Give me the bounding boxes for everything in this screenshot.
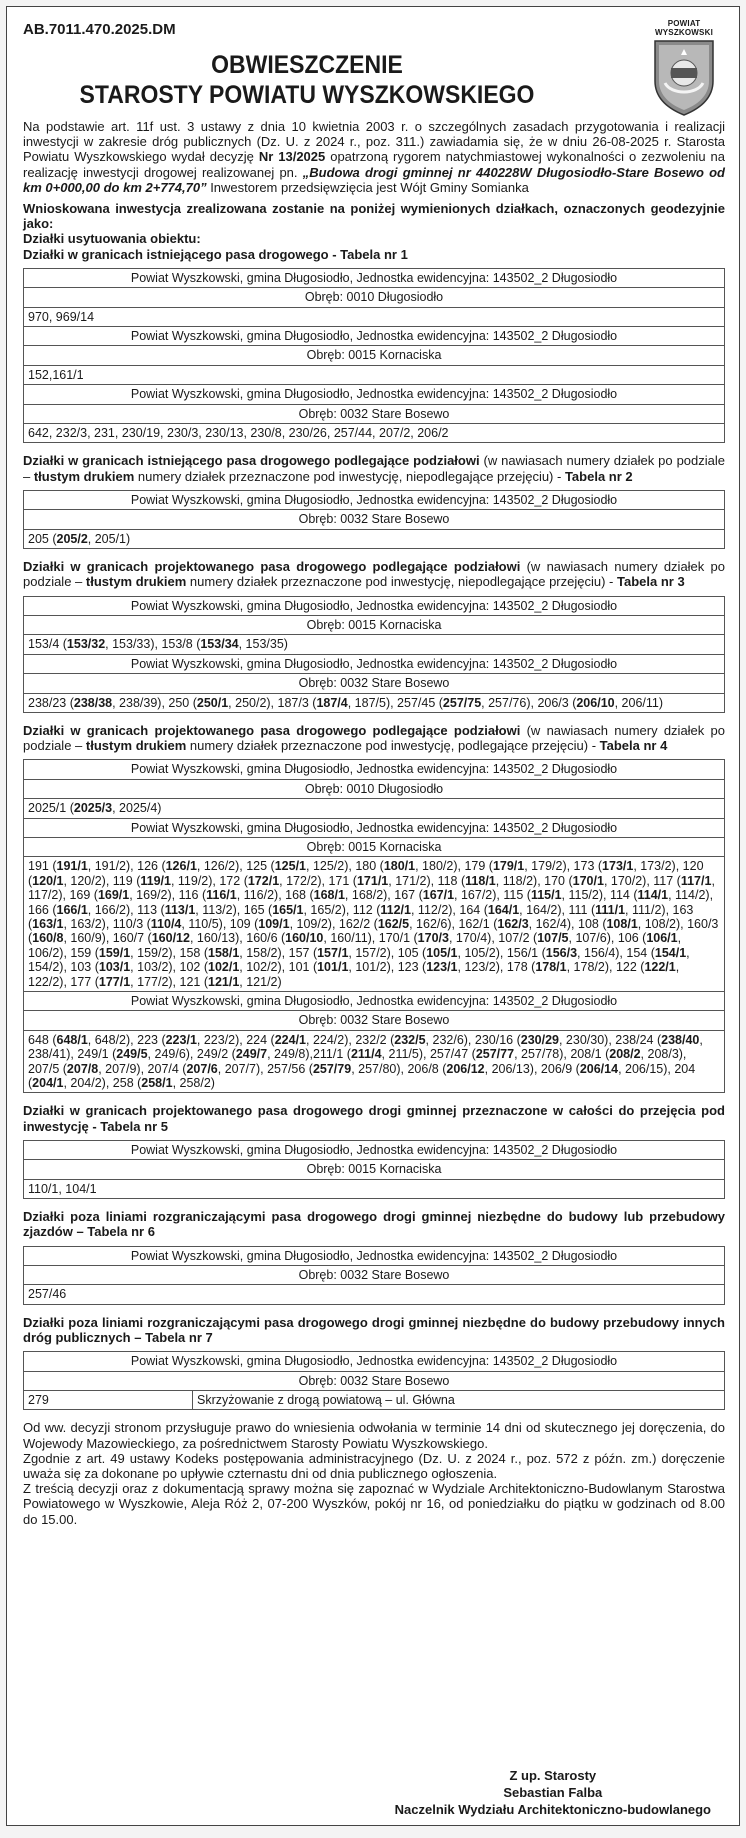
table-row: 2025/1 (2025/3, 2025/4) <box>24 799 725 818</box>
signature-name: Sebastian Falba <box>503 1785 603 1800</box>
table-2: Powiat Wyszkowski, gmina Długosiodło, Jednostka ewidencyjna: 143502_2 Długosiodło Obręb: 0032 Stare Bosewo 205 (205/2, 205/1) <box>23 490 725 549</box>
table-3: Powiat Wyszkowski, gmina Długosiodło, Jednostka ewidencyjna: 143502_2 Długosiodło Obręb: 0015 Kornaciska 153/4 (153/32, 153/33), 153/8 (153/34, 153/35) Powiat Wyszkowski, gmina Długosiodło, Jednostka ewidencyjna: 143502_2 Długosiodło Obręb: 0032 Stare Bosewo 238/23 (238/38, 238/39), 250 (250/1, 250/2), 187/3 (187/4, 187/5), 257/45 (257/75, 257/76), 206/3 (206/10, 206/11) <box>23 596 725 713</box>
table-7: Powiat Wyszkowski, gmina Długosiodło, Jednostka ewidencyjna: 143502_2 Długosiodło Obręb: 0032 Stare Bosewo 279 Skrzyżowanie z drogą powiatową – ul. Główna <box>23 1351 725 1410</box>
intro-paragraph: Na podstawie art. 11f ust. 3 ustawy z dnia 10 kwietnia 2003 r. o szczególnych zasadach przygotowania i realizacji inwestycji w zakresie dróg publicznych (Dz. U. z 2024 r., poz. 311.) zawiadamia się, że w dniu 26-08-2025 r. Starosta Powiatu Wyszkowskiego wydał decyzję Nr 13/2025 opatrzoną rygorem natychmiastowej wykonalności o zezwoleniu na realizację inwestycji drogowej realizowanej pn. „Budowa drogi gminnej nr 440228W Długosiodło-Stare Bosewo od km 0+000,00 do km 2+774,70” Inwestorem przedsięwzięcia jest Wójt Gminy Somianka <box>23 119 725 195</box>
table1-heading: Działki w granicach istniejącego pasa drogowego - Tabela nr 1 <box>23 246 408 262</box>
county-crest <box>643 19 725 122</box>
notice-subtitle: STAROSTY POWIATU WYSZKOWSKIEGO <box>79 81 535 109</box>
table-5: Powiat Wyszkowski, gmina Długosiodło, Jednostka ewidencyjna: 143502_2 Długosiodło Obręb: 0015 Kornaciska 110/1, 104/1 <box>23 1140 725 1199</box>
table-1: Powiat Wyszkowski, gmina Długosiodło, Jednostka ewidencyjna: 143502_2 Długosiodło Obręb: 0010 Długosiodło 970, 969/14 Powiat Wyszkowski, gmina Długosiodło, Jednostka ewidencyjna: 143502_2 Długosiodło Obręb: 0015 Kornaciska 152,161/1 Powiat Wyszkowski, gmina Długosiodło, Jednostka ewidencyjna: 143502_2 Długosiodło Obręb: 0032 Stare Bosewo 642, 232/3, 231, 230/19, 230/3, 230/13, 230/8, 230/26, 257/44, 207/2, 206/2 <box>23 268 725 444</box>
table-row: 257/46 <box>24 1285 725 1304</box>
coat-of-arms-icon <box>651 37 717 117</box>
notice-title: OBWIESZCZENIE <box>211 51 403 79</box>
table6-heading: Działki poza liniami rozgraniczającymi pasa drogowego drogi gminnej niezbędne do budowy lub przebudowy zjazdów – Tabela nr 6 <box>23 1209 725 1240</box>
notice-page <box>6 6 740 1826</box>
signature-role: Naczelnik Wydziału Architektoniczno-budowlanego <box>394 1802 711 1817</box>
table-row: 153/4 (153/32, 153/33), 153/8 (153/34, 153/35) <box>24 635 725 654</box>
table-row: 191 (191/1, 191/2), 126 (126/1, 126/2), 125 (125/1, 125/2), 180 (180/1, 180/2), 179 (179/1, 179/2), 173 (173/1, 173/2), 120 (120/1, 120/2), 119 (119/1, 119/2), 172 (172/1, 172/2), 171 (171/1, 171/2), 118 (118/1, 118/2), 170 (170/1, 170/2), 117 (117/1, 117/2), 169 (169/1, 169/2), 116 (116/1, 116/2), 168 (168/1, 168/2), 167 (167/1, 167/2), 115 (115/1, 115/2), 114 (114/1, 114/2), 166 (166/1, 166/2), 113 (113/1, 113/2), 165 (165/1, 165/2), 112 (112/1, 112/2), 164 (164/1, 164/2), 111 (111/1, 111/2), 163 (163/1, 163/2), 110/3 (110/4, 110/5), 109 (109/1, 109/2), 162/2 (162/5, 162/6), 162/1 (162/3, 162/4), 108 (108/1, 108/2), 160/3 (160/8, 160/9), 160/7 (160/12, 160/13), 160/6 (160/10, 160/11), 170/1 (170/3, 170/4), 107/2 (107/5, 107/6), 106 (106/1, 106/2), 159 (159/1, 159/2), 158 (158/1, 158/2), 157 (157/1, 157/2), 105 (105/1, 105/2), 156/1 (156/3, 156/4), 154 (154/1, 154/2), 103 (103/1, 103/2), 102 (102/1, 102/2), 101 (101/1, 101/2), 123 (123/1, 123/2), 178 (178/1, 178/2), 122 (122/1, 122/2), 177 (177/1, 177/2), 121 (121/1, 121/2) <box>24 857 725 992</box>
table-row: 648 (648/1, 648/2), 223 (223/1, 223/2), 224 (224/1, 224/2), 232/2 (232/5, 232/6), 230/16 (230/29, 230/30), 238/24 (238/40, 238/41), 249/1 (249/5, 249/6), 249/2 (249/7, 249/8),211/1 (211/4, 211/5), 257/47 (257/77, 257/78), 208/1 (208/2, 208/3), 207/5 (207/8, 207/9), 207/4 (207/6, 207/7), 257/56 (257/79, 257/80), 206/8 (206/12, 206/13), 206/9 (206/14, 206/15), 204 (204/1, 204/2), 258 (258/1, 258/2) <box>24 1030 725 1093</box>
table5-heading: Działki w granicach projektowanego pasa drogowego drogi gminnej przeznaczone w całości do przejęcia pod inwestycję - Tabela nr 5 <box>23 1103 725 1134</box>
table-row: 110/1, 104/1 <box>24 1179 725 1198</box>
table-row: 279 Skrzyżowanie z drogą powiatową – ul. Główna <box>24 1390 725 1409</box>
access-paragraph: Z treścią decyzji oraz z dokumentacją sprawy można się zapoznać w Wydziale Architektoniczno-Budowlanym Starostwa Powiatowego w Wyszkowie, Aleja Róż 2, 07-200 Wyszków, pokój nr 16, od poniedziałku do piątku w godzinach od 8.00 do 15.00. <box>23 1481 725 1527</box>
notice-body <box>23 119 725 1527</box>
table7-heading: Działki poza liniami rozgraniczającymi pasa drogowego drogi gminnej niezbędne do budowy przebudowy innych dróg publicznych – Tabela nr 7 <box>23 1314 725 1345</box>
table-row: 642, 232/3, 231, 230/19, 230/3, 230/13, 230/8, 230/26, 257/44, 207/2, 206/2 <box>24 424 725 443</box>
lead-text: Wnioskowana inwestycja zrealizowana zostanie na poniżej wymienionych działkach, oznaczonych geodezyjnie jako: <box>23 201 725 232</box>
table-row: 205 (205/2, 205/1) <box>24 529 725 548</box>
signature-block <box>395 1767 711 1818</box>
table4-heading: Działki w granicach projektowanego pasa drogowego podlegające podziałowi (w nawiasach numery działek po podziale – tłustym drukiem numery działek przeznaczone pod inwestycję, podlegające przejęciu) - Tabela nr 4 <box>23 722 725 754</box>
signature-line-1: Z up. Starosty <box>509 1768 597 1783</box>
appeal-paragraph: Od ww. decyzji stronom przysługuje prawo do wniesienia odwołania w terminie 14 dni od skutecznego jej doręczenia, do Wojewody Mazowieckiego, za pośrednictwem Starosty Powiatu Wyszkowskiego. <box>23 1420 725 1451</box>
case-reference: AB.7011.470.2025.DM <box>23 21 176 38</box>
table-row: 970, 969/14 <box>24 307 725 326</box>
parcels-heading: Działki usytuowania obiektu: <box>23 231 201 247</box>
table-row: 152,161/1 <box>24 365 725 384</box>
table-row: 238/23 (238/38, 238/39), 250 (250/1, 250/2), 187/3 (187/4, 187/5), 257/45 (257/75, 257/76), 206/3 (206/10, 206/11) <box>24 693 725 712</box>
table2-heading: Działki w granicach istniejącego pasa drogowego podlegające podziałowi (w nawiasach numery działek po podziale – tłustym drukiem numery działek przeznaczone pod inwestycję, niepodlegające przejęciu) - Tabela nr 2 <box>23 453 725 484</box>
delivery-paragraph: Zgodnie z art. 49 ustawy Kodeks postępowania administracyjnego (Dz. U. z 2024 r., poz. 572 z późn. zm.) doręczenie uważa się za dokonane po upływie czternastu dni od dnia publicznego ogłoszenia. <box>23 1450 725 1481</box>
table-6: Powiat Wyszkowski, gmina Długosiodło, Jednostka ewidencyjna: 143502_2 Długosiodło Obręb: 0032 Stare Bosewo 257/46 <box>23 1246 725 1305</box>
crest-caption: POWIAT WYSZKOWSKI <box>655 19 713 37</box>
table-4: Powiat Wyszkowski, gmina Długosiodło, Jednostka ewidencyjna: 143502_2 Długosiodło Obręb: 0010 Długosiodło 2025/1 (2025/3, 2025/4) Powiat Wyszkowski, gmina Długosiodło, Jednostka ewidencyjna: 143502_2 Długosiodło Obręb: 0015 Kornaciska 191 (191/1, 191/2), 126 (126/1, 126/2), 125 (125/1, 125/2), 180 (180/1, 180/2), 179 (179/1, 179/2), 173 (173/1, 173/2), 120 (120/1, 120/2), 119 (119/1, 119/2), 172 (172/1, 172/2), 171 (171/1, 171/2), 118 (118/1, 118/2), 170 (170/1, 170/2), 117 (117/1, 117/2), 169 (169/1, 169/2), 116 (116/1, 116/2), 168 (168/1, 168/2), 167 (167/1, 167/2), 115 (115/1, 115/2), 114 (114/1, 114/2), 166 (166/1, 166/2), 113 (113/1, 113/2), 165 (165/1, 165/2), 112 (112/1, 112/2), 164 (164/1, 164/2), 111 (111/1, 111/2), 163 (163/1, 163/2), 110/3 (110/4, 110/5), 109 (109/1, 109/2), 162/2 (162/5, 162/6), 162/1 (162/3, 162/4), 108 (108/1, 108/2), 160/3 (160/8, 160/9), 160/7 (160/12, 160/13), 160/6 (160/10, 160/11), 170/1 (170/3, 170/4), 107/2 (107/5, 107/6), 106 (106/1, 106/2), 159 (159/1, 159/2), 158 (158/1, 158/2), 157 (157/1, 157/2), 105 (105/1, 105/2), 156/1 (156/3, 156/4), 154 (154/1, 154/2), 103 (103/1, 103/2), 102 (102/1, 102/2), 101 (101/1, 101/2), 123 (123/1, 123/2), 178 (178/1, 178/2), 122 (122/1, 122/2), 177 (177/1, 177/2), 121 (121/1, 121/2) Powiat Wyszkowski, gmina Długosiodło, Jednostka ewidencyjna: 143502_2 Długosiodło Obręb: 0032 Stare Bosewo 648 (648/1, 648/2), 223 (223/1, 223/2), 224 (224/1, 224/2), 232/2 (232/5, 232/6), 230/16 (230/29, 230/30), 238/24 (238/40, 238/41), 249/1 (249/5, 249/6), 249/2 (249/7, 249/8),211/1 (211/4, 211/5), 257/47 (257/77, 257/78), 208/1 (208/2, 208/3), 207/5 (207/8, 207/9), 207/4 (207/6, 207/7), 257/56 (257/79, 257/80), 206/8 (206/12, 206/13), 206/9 (206/14, 206/15), 204 (204/1, 204/2), 258 (258/1, 258/2) <box>23 759 725 1093</box>
table3-heading: Działki w granicach projektowanego pasa drogowego podlegające podziałowi (w nawiasach numery działek po podziale – tłustym drukiem numery działek przeznaczone pod inwestycję, niepodlegające przejęciu) - Tabela nr 3 <box>23 559 725 590</box>
